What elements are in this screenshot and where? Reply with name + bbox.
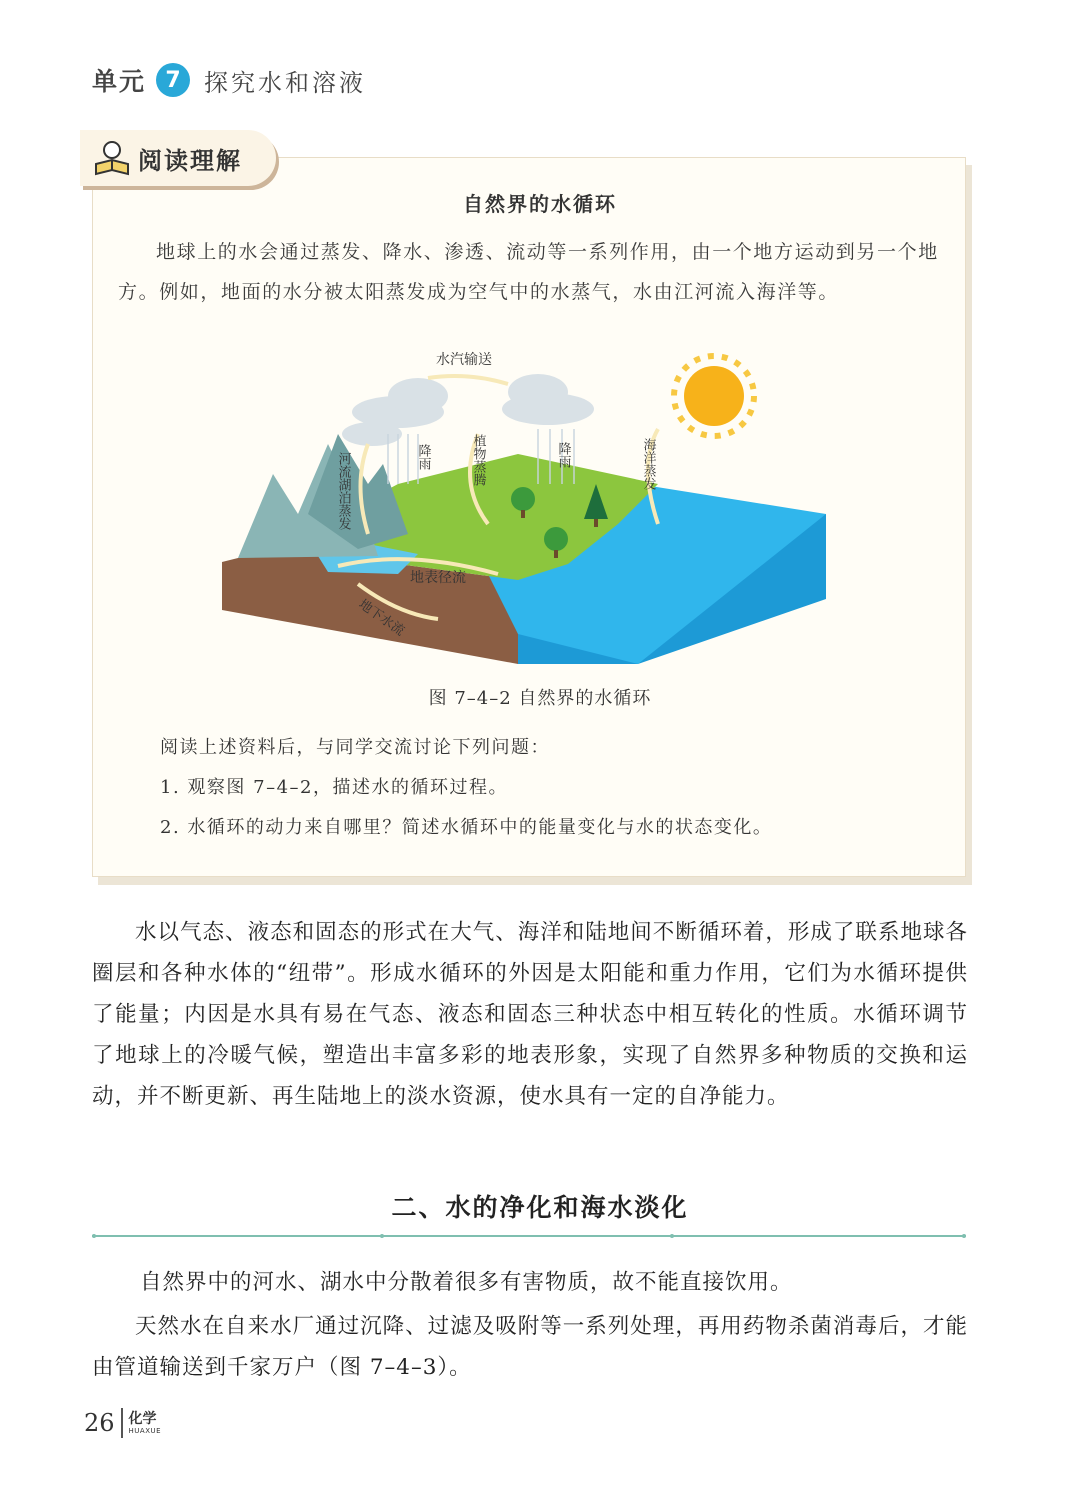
subject-name: 化学: [128, 1410, 157, 1427]
reading-tab: [80, 130, 276, 186]
reading-paragraph: 地球上的水会通过蒸发、降水、渗透、流动等一系列作用，由一个地方运动到另一个地方。例如，地面的水分被太阳蒸发成为空气中的水蒸气，水由江河流入海洋等。: [118, 241, 939, 303]
unit-header: [92, 60, 366, 100]
unit-label: 单元: [92, 67, 147, 96]
footer-divider: [121, 1408, 123, 1438]
rain-left-label: 降雨: [415, 444, 431, 470]
surface-runoff-label: 地表径流: [410, 570, 466, 586]
question-2: 2. 水循环的动力来自哪里？简述水循环中的能量变化与水的状态变化。: [160, 817, 773, 838]
body-paragraph-2: 自然界中的河水、湖水中分散着很多有害物质，故不能直接饮用。: [140, 1270, 793, 1295]
question-1: 1. 观察图 7–4–2，描述水的循环过程。: [160, 777, 508, 798]
plant-transpiration-label: 植物蒸腾: [470, 434, 486, 486]
unit-number-badge: 7: [156, 63, 190, 97]
unit-title: 探究水和溶液: [204, 68, 367, 97]
river-lake-evaporation-label: 河流湖泊蒸发: [335, 452, 351, 530]
water-cycle-diagram: [218, 334, 838, 674]
clouds: [342, 374, 594, 446]
tree: [544, 527, 568, 551]
section-heading: 二、水的净化和海水淡化: [391, 1193, 689, 1222]
rain-right-label: 降雨: [555, 442, 571, 468]
footer-subject: [129, 1412, 162, 1435]
groundwater-label: 地下水流: [355, 596, 407, 640]
page-footer: [84, 1408, 161, 1438]
ocean-evaporation-label: 海洋蒸发: [640, 438, 656, 490]
page-number: 26: [84, 1409, 115, 1437]
subject-pinyin: HUAXUE: [128, 1426, 162, 1435]
tree: [511, 487, 535, 511]
reading-title: 自然界的水循环: [463, 192, 617, 216]
question-intro: 阅读上述资料后，与同学交流讨论下列问题：: [160, 737, 550, 758]
body-paragraph-3: 天然水在自来水厂通过沉降、过滤及吸附等一系列处理，再用药物杀菌消毒后，才能由管道输送到千家万户（图 7–4–3）。: [92, 1314, 968, 1380]
body-paragraph-1: 水以气态、液态和固态的形式在大气、海洋和陆地间不断循环着，形成了联系地球各圈层和各种水体的“纽带”。形成水循环的外因是太阳能和重力作用，它们为水循环提供了能量；内因是水具有易在气态、液态和固态三种状态中相互转化的性质。水循环调节了地球上的冷暖气候，塑造出丰富多彩的地表形象，实现了自然界多种物质的交换和运动，并不断更新、再生陆地上的淡水资源，使水具有一定的自净能力。: [92, 920, 968, 1109]
reading-tab-label: 阅读理解: [138, 146, 242, 175]
figure-caption: 图 7–4–2 自然界的水循环: [428, 688, 652, 709]
section-divider: [92, 1234, 966, 1238]
vapor-transport-label: 水汽输送: [436, 352, 492, 368]
sun-icon: [674, 356, 754, 436]
reader-book-icon: [92, 138, 132, 178]
